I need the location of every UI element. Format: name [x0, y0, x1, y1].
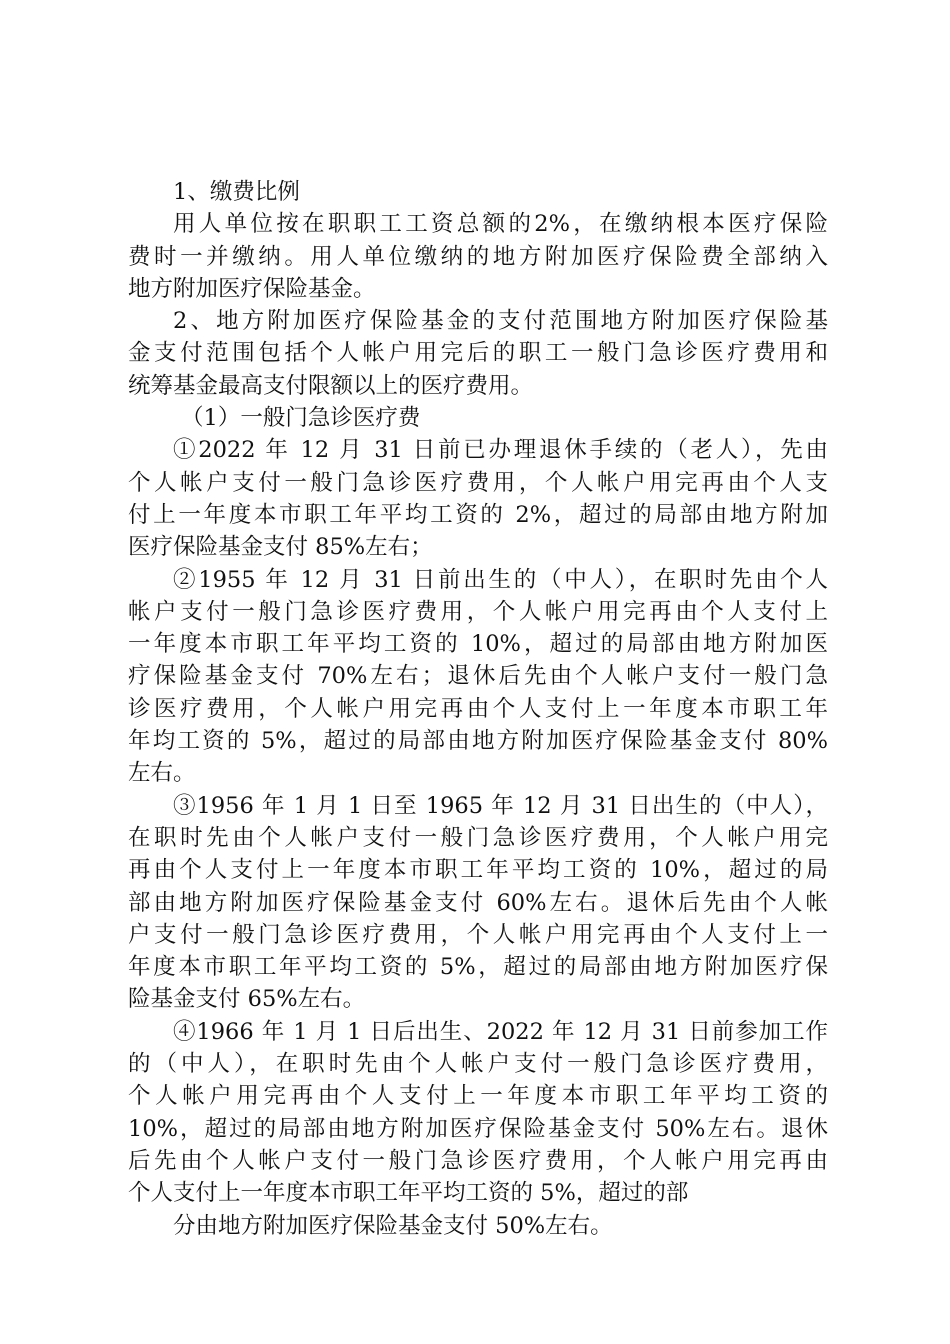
text-line: 个人帐户用完再由个人支付上一年度本市职工年平均工资的 — [128, 1083, 828, 1110]
text-line: 左右。 — [128, 760, 196, 787]
paragraph-p9 — [128, 1210, 828, 1242]
text-line: 部由地方附加医疗保险基金支付 60%左右。退休后先由个人帐 — [128, 889, 828, 916]
text-line: 用人单位按在职职工工资总额的2%，在缴纳根本医疗保险 — [173, 211, 828, 238]
text-line: 金支付范围包括个人帐户用完后的职工一般门急诊医疗费用和 — [128, 340, 828, 367]
text-line: 统筹基金最高支付限额以上的医疗费用。 — [128, 372, 534, 399]
text-line: 险基金支付 65%左右。 — [128, 986, 366, 1013]
text-line: 疗保险基金支付 70%左右；退休后先由个人帐户支付一般门急 — [128, 663, 828, 690]
text-line: 个人支付上一年度本市职工年平均工资的 5%，超过的部 — [128, 1180, 689, 1207]
text-line: 年均工资的 5%，超过的局部由地方附加医疗保险基金支付 80% — [128, 728, 828, 755]
text-line: 后先由个人帐户支付一般门急诊医疗费用，个人帐户用完再由 — [128, 1147, 828, 1174]
text-line: 10%，超过的局部由地方附加医疗保险基金支付 50%左右。退休 — [128, 1115, 828, 1142]
text-line: 再由个人支付上一年度本市职工年平均工资的 10%，超过的局 — [128, 857, 828, 884]
text-line: 付上一年度本市职工年平均工资的 2%，超过的局部由地方附加 — [128, 501, 828, 528]
text-line: 在职时先由个人帐户支付一般门急诊医疗费用，个人帐户用完 — [128, 824, 828, 851]
text-line: ①2022 年 12 月 31 日前已办理退休手续的（老人），先由 — [173, 437, 828, 464]
paragraph-p2 — [128, 208, 828, 305]
text-line: 个人帐户支付一般门急诊医疗费用，个人帐户用完再由个人支 — [128, 469, 828, 496]
text-line: 帐户支付一般门急诊医疗费用，个人帐户用完再由个人支付上 — [128, 598, 828, 625]
text-line: 医疗保险基金支付 85%左右； — [128, 534, 433, 561]
text-line: 费时一并缴纳。用人单位缴纳的地方附加医疗保险费全部纳入 — [128, 243, 828, 270]
paragraph-p3 — [128, 305, 828, 402]
paragraph-p5 — [128, 434, 828, 563]
text-line: 2、地方附加医疗保险基金的支付范围地方附加医疗保险基 — [173, 308, 828, 335]
document-body — [128, 176, 828, 1242]
paragraph-p8 — [128, 1016, 828, 1210]
text-line: 分由地方附加医疗保险基金支付 50%左右。 — [173, 1212, 613, 1239]
text-line: （1）一般门急诊医疗费 — [181, 405, 421, 432]
text-line: 户支付一般门急诊医疗费用，个人帐户用完再由个人支付上一 — [128, 921, 828, 948]
text-line: ④1966 年 1 月 1 日后出生、2022 年 12 月 31 日前参加工作 — [173, 1018, 828, 1045]
paragraph-p4 — [128, 402, 828, 434]
text-line: 诊医疗费用，个人帐户用完再由个人支付上一年度本市职工年 — [128, 695, 828, 722]
text-line: 一年度本市职工年平均工资的 10%，超过的局部由地方附加医 — [128, 631, 828, 658]
paragraph-p6 — [128, 564, 828, 790]
text-line: 的（中人），在职时先由个人帐户支付一般门急诊医疗费用， — [128, 1051, 828, 1078]
text-line: 1、缴费比例 — [173, 179, 300, 205]
text-line: 地方附加医疗保险基金。 — [128, 275, 376, 302]
paragraph-p1 — [128, 176, 828, 208]
text-line: ②1955 年 12 月 31 日前出生的（中人），在职时先由个人 — [173, 566, 828, 593]
text-line: 年度本市职工年平均工资的 5%，超过的局部由地方附加医疗保 — [128, 954, 828, 981]
paragraph-p7 — [128, 790, 828, 1016]
text-line: ③1956 年 1 月 1 日至 1965 年 12 月 31 日出生的（中人）， — [173, 792, 828, 819]
